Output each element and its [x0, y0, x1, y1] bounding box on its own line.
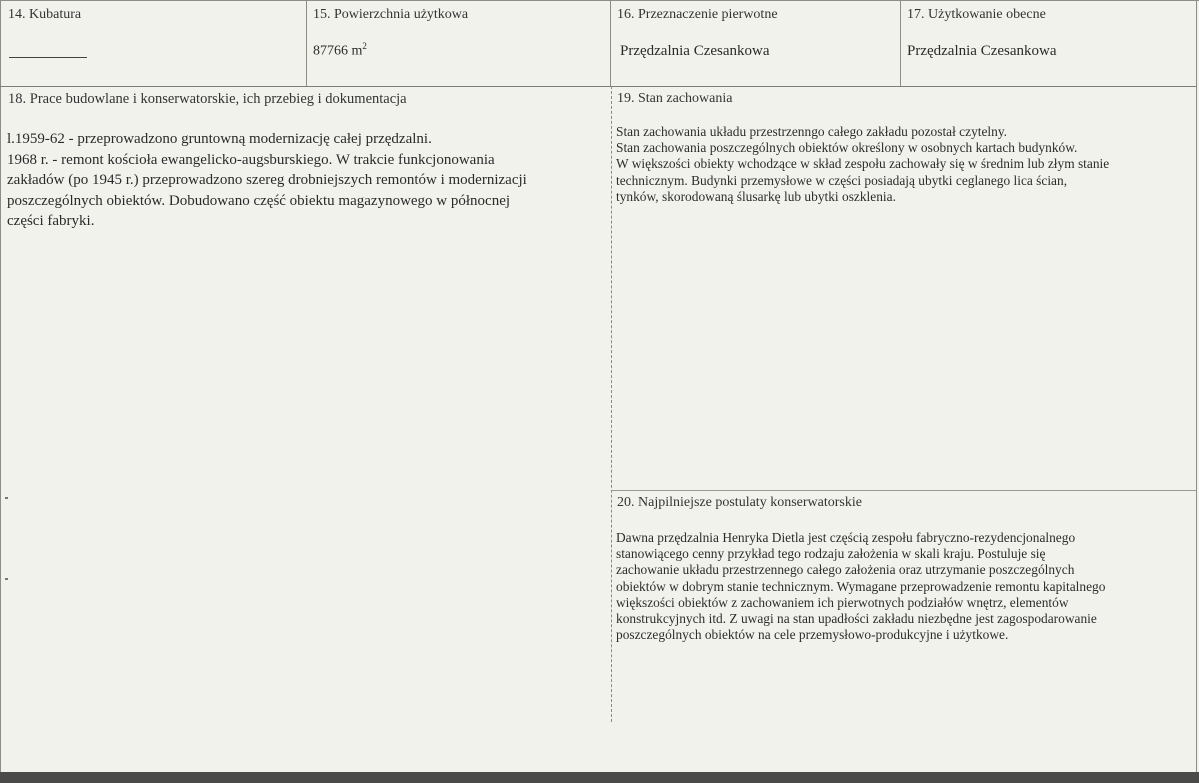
row-divider-19-20 — [611, 490, 1197, 491]
section-20-line: Dawna przędzalnia Henryka Dietla jest częścią zespołu fabryczno-rezydencjonalnego — [616, 530, 1076, 545]
top-border — [0, 0, 1199, 1]
section-19-line: technicznym. Budynki przemysłowe w części posiadają ubytki ceglanego lica ścian, — [616, 172, 1068, 188]
field-15-value — [313, 41, 367, 60]
section-19-line: Stan zachowania poszczególnych obiektów określony w osobnych kartach budynków. — [616, 140, 1078, 156]
col-divider-16-17 — [900, 0, 901, 86]
field-15-number: 87766 m — [313, 43, 363, 59]
section-18-line: poszczególnych obiektów. Dobudowano część obiektu magazynowego w północnej — [7, 192, 511, 209]
section-20-line: poszczególnych obiektów na cele przemysłowo-produkcyjne i użytkowe. — [616, 627, 1009, 643]
section-18-line: zakładów (po 1945 r.) przeprowadzono szereg drobniejszych remontów i modernizacji — [7, 172, 527, 188]
row-divider-top — [0, 86, 1197, 87]
scan-mark — [5, 578, 8, 580]
field-17-label: 17. Użytkowanie obecne — [907, 7, 1046, 22]
field-15-label: 15. Powierzchnia użytkowa — [313, 7, 469, 22]
col-divider-14-15 — [306, 0, 307, 86]
section-20-line: stanowiącego cenny przykład tego rodzaju założenia w skali kraju. Postuluje się — [616, 546, 1046, 562]
section-19-label: 19. Stan zachowania — [617, 91, 733, 106]
section-20-text — [616, 530, 1196, 643]
col-divider-15-16 — [610, 0, 611, 86]
section-20-line: konstrukcyjnych itd. Z uwagi na stan upadłości zakładu niezbędne jest zagospodarowanie — [616, 611, 1097, 627]
field-15-unit-sup: 2 — [362, 41, 367, 51]
field-14-blank — [9, 57, 87, 58]
section-20-label: 20. Najpilniejsze postulaty konserwatorskie — [617, 495, 862, 510]
section-19-line: W większości obiekty wchodzące w skład zespołu zachowały się w średnim lub złym stanie — [616, 156, 1110, 172]
section-20-line: obiektów w dobrym stanie technicznym. Wymagane przeprowadzenie remontu kapitalnego — [616, 578, 1106, 594]
section-19-line: Stan zachowania układu przestrzenngo całego zakładu pozostał czytelny. — [616, 124, 1008, 139]
col-divider-main — [611, 86, 612, 722]
section-18-label: 18. Prace budowlane i konserwatorskie, ich przebieg i dokumentacja — [8, 91, 407, 107]
section-18-line: l.1959-62 - przeprowadzono gruntowną modernizację całej przędzalni. — [7, 131, 432, 147]
field-16-value: Przędzalnia Czesankowa — [620, 43, 770, 59]
section-19-line: tynków, skorodowaną ślusarkę lub ubytki oszklenia. — [616, 188, 896, 204]
section-20-line: większości obiektów z zachowaniem ich pierwotnych podziałów wnętrz, elementów — [616, 594, 1069, 610]
right-border — [1196, 0, 1197, 772]
field-17-value: Przędzalnia Czesankowa — [907, 43, 1057, 59]
section-18-line: części fabryki. — [7, 213, 95, 229]
scan-mark — [5, 497, 8, 499]
field-16-label: 16. Przeznaczenie pierwotne — [617, 7, 778, 22]
section-18-text — [7, 129, 607, 232]
field-14-label: 14. Kubatura — [8, 7, 82, 22]
section-20-line: zachowanie układu przestrzennego całego założenia oraz utrzymanie poszczególnych — [616, 562, 1075, 578]
left-border — [0, 0, 1, 772]
scan-bottom-edge — [0, 772, 1199, 783]
section-18-line: 1968 r. - remont kościoła ewangelicko-augsburskiego. W trakcie funkcjonowania — [7, 151, 495, 168]
section-19-text — [616, 124, 1196, 205]
